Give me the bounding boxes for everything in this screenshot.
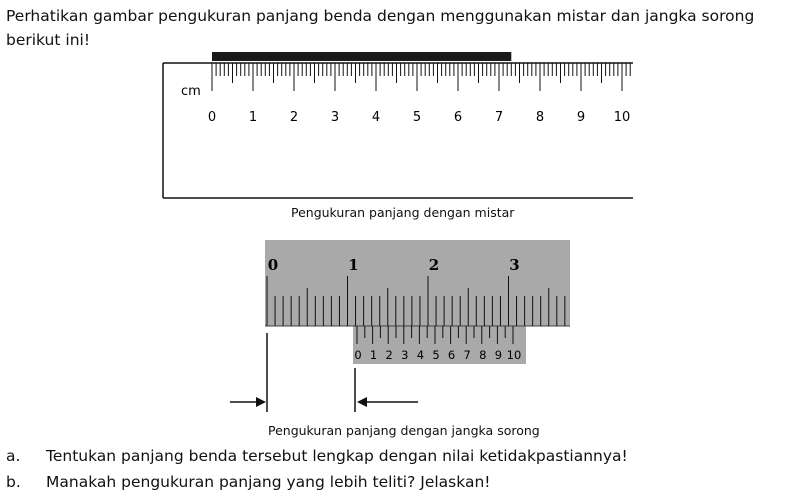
caliper-main-label: 1 [348,256,359,274]
caliper-vernier-label: 4 [416,348,425,362]
ruler-figure [163,52,633,198]
question-text: Tentukan panjang benda tersebut lengkap dengan nilai ketidakpastiannya! [46,447,628,465]
ruler-tick-label: 9 [576,110,586,125]
caliper-vernier-label: 2 [385,348,393,362]
caliper-vernier-label: 0 [354,348,362,362]
caliper-vernier-label: 9 [494,348,503,362]
arrow-left-icon [357,397,367,407]
caliper-main-label: 2 [428,256,440,274]
caliper-vernier-label: 8 [479,348,487,362]
caliper-vernier-label: 3 [401,348,409,362]
arrow-right-icon [256,397,266,407]
ruler-tick-label: 4 [371,110,381,125]
ruler-ticks [212,63,630,91]
ruler-tick-labels [208,110,630,125]
ruler-caption: Pengukuran panjang dengan mistar [291,205,515,220]
caliper-vernier-label: 6 [447,348,456,362]
ruler-tick-label: 8 [535,110,545,125]
question-text: Manakah pengukuran panjang yang lebih teliti? Jelaskan! [46,473,491,491]
question-letter: a. [6,447,21,465]
ruler-tick-label: 7 [494,110,504,125]
ruler-tick-label: 0 [207,110,217,125]
ruler-unit-label: cm [181,84,201,99]
question-letter: b. [6,473,21,491]
ruler-tick-label: 5 [412,110,422,125]
ruler-tick-label: 10 [613,110,631,125]
caliper-vernier-label: 10 [506,348,522,362]
ruler-tick-label: 1 [248,110,258,125]
caliper-vernier-label: 7 [463,348,471,362]
caliper-main-label: 0 [267,256,279,274]
ruler-tick-label: 2 [289,110,299,125]
intro-text: Perhatikan gambar pengukuran panjang benda dengan menggunakan mistar dan jangka sorong berikut ini! [6,7,755,49]
ruler-tick-label: 6 [453,110,463,125]
caliper-caption: Pengukuran panjang dengan jangka sorong [268,423,540,438]
caliper-figure [230,240,570,412]
ruler-tick-label: 3 [330,110,340,125]
measured-object-bar [212,52,511,61]
caliper-vernier-label: 1 [369,348,378,362]
caliper-main-label: 3 [509,256,520,274]
caliper-vernier-label: 5 [432,348,440,362]
